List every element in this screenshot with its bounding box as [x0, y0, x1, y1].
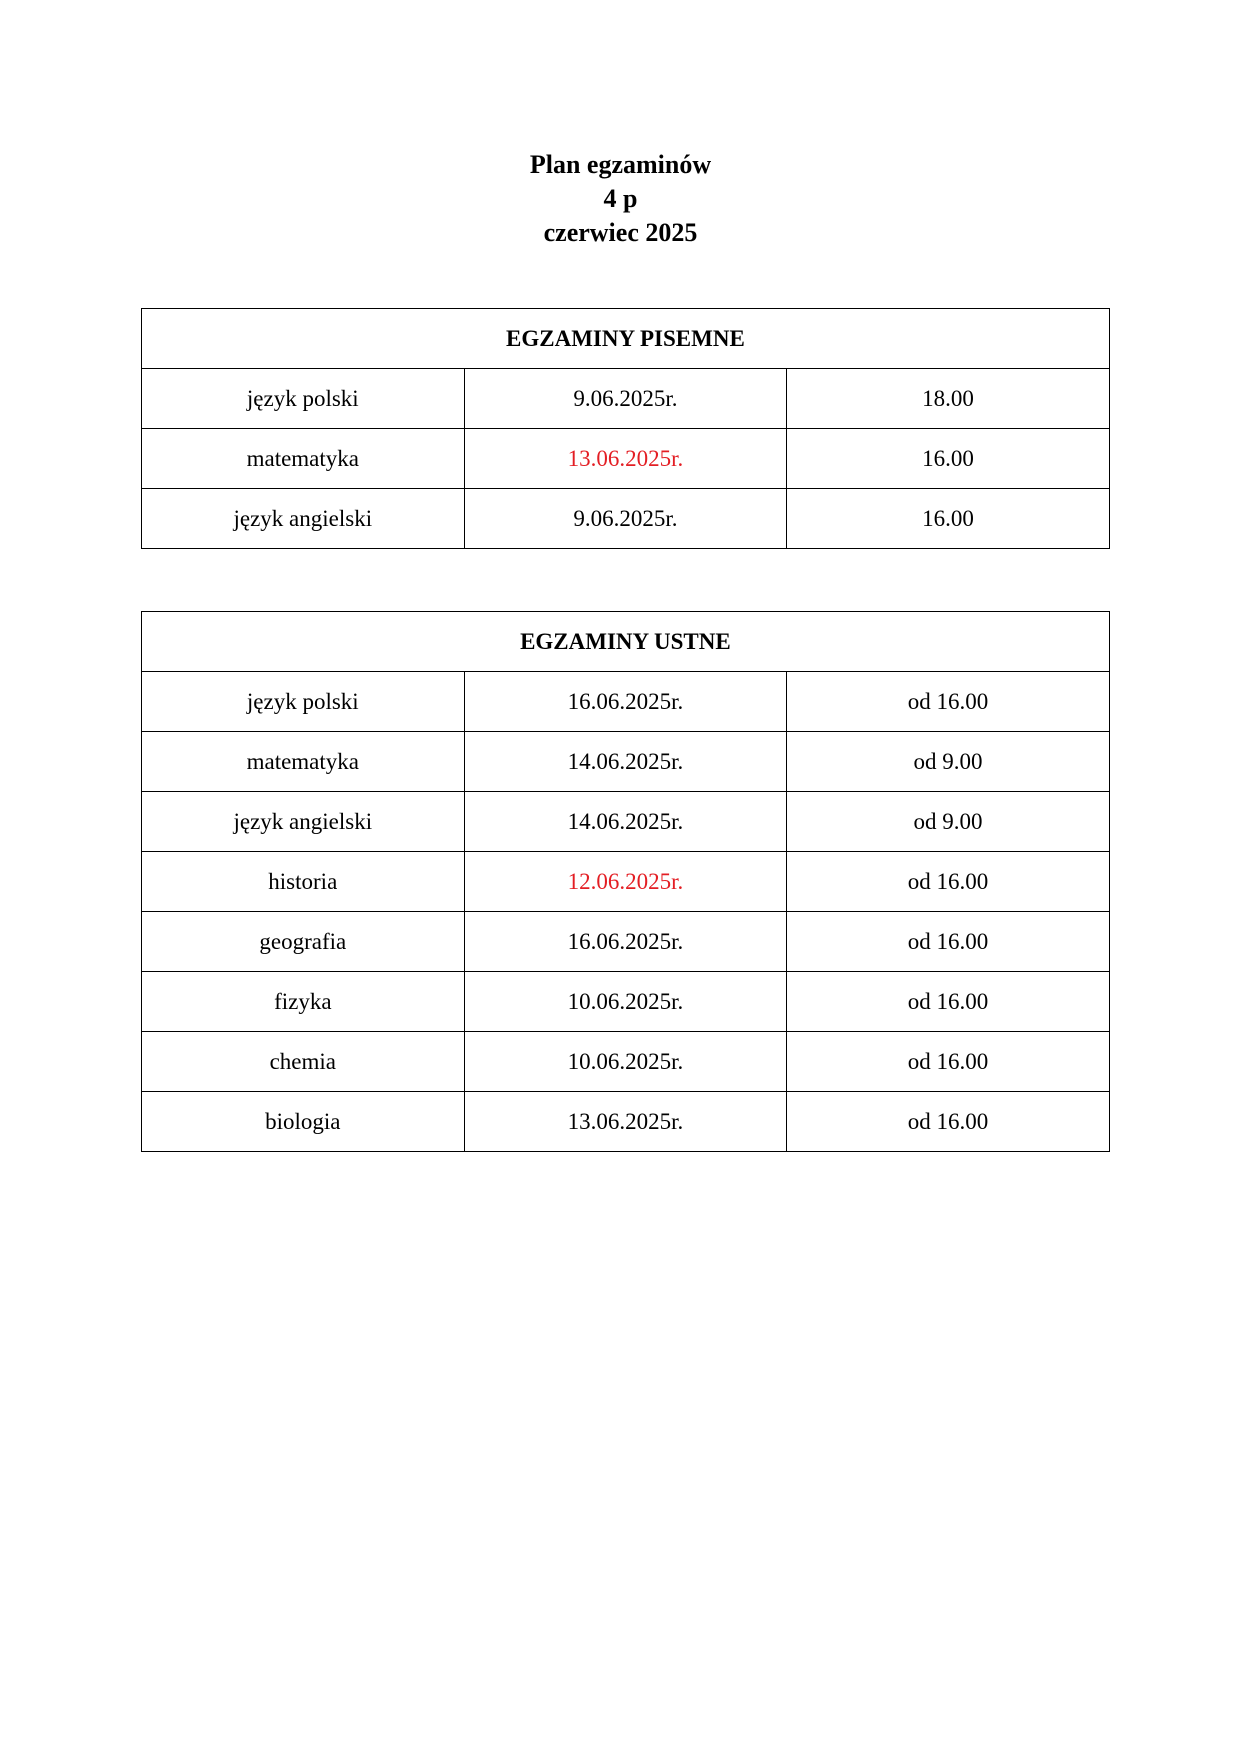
title-line-2: 4 p [603, 184, 638, 213]
subject-cell: język angielski [142, 792, 465, 852]
time-cell: od 16.00 [787, 1092, 1110, 1152]
oral-exams-header: EGZAMINY USTNE [142, 612, 1110, 672]
date-cell: 16.06.2025r. [464, 912, 787, 972]
date-cell: 16.06.2025r. [464, 672, 787, 732]
date-cell: 9.06.2025r. [464, 369, 787, 429]
date-cell: 10.06.2025r. [464, 972, 787, 1032]
time-cell: od 16.00 [787, 1032, 1110, 1092]
title-line-3: czerwiec 2025 [543, 218, 698, 247]
subject-cell: matematyka [142, 732, 465, 792]
date-cell: 10.06.2025r. [464, 1032, 787, 1092]
table-row [142, 852, 1110, 912]
time-cell: od 16.00 [787, 852, 1110, 912]
table-row [142, 489, 1110, 549]
subject-cell: biologia [142, 1092, 465, 1152]
subject-cell: język angielski [142, 489, 465, 549]
time-cell: od 9.00 [787, 792, 1110, 852]
written-exams-table [141, 308, 1110, 549]
written-exams-header: EGZAMINY PISEMNE [142, 309, 1110, 369]
oral-exams-header-row [142, 612, 1110, 672]
table-row [142, 1092, 1110, 1152]
title-line-1: Plan egzaminów [529, 150, 712, 179]
time-cell: od 16.00 [787, 672, 1110, 732]
date-cell: 13.06.2025r. [464, 1092, 787, 1152]
oral-exams-table [141, 611, 1110, 1152]
time-cell: 16.00 [787, 429, 1110, 489]
table-row [142, 792, 1110, 852]
subject-cell: fizyka [142, 972, 465, 1032]
table-row [142, 912, 1110, 972]
subject-cell: matematyka [142, 429, 465, 489]
table-row [142, 1032, 1110, 1092]
table-row [142, 369, 1110, 429]
written-exams-header-row [142, 309, 1110, 369]
time-cell: od 16.00 [787, 912, 1110, 972]
time-cell: 18.00 [787, 369, 1110, 429]
date-cell: 9.06.2025r. [464, 489, 787, 549]
time-cell: od 9.00 [787, 732, 1110, 792]
table-row [142, 672, 1110, 732]
date-cell: 14.06.2025r. [464, 732, 787, 792]
subject-cell: język polski [142, 672, 465, 732]
time-cell: od 16.00 [787, 972, 1110, 1032]
table-row [142, 429, 1110, 489]
time-cell: 16.00 [787, 489, 1110, 549]
subject-cell: geografia [142, 912, 465, 972]
subject-cell: historia [142, 852, 465, 912]
page-title [0, 148, 1241, 250]
table-row [142, 972, 1110, 1032]
date-cell-highlighted: 13.06.2025r. [464, 429, 787, 489]
date-cell: 14.06.2025r. [464, 792, 787, 852]
subject-cell: chemia [142, 1032, 465, 1092]
subject-cell: język polski [142, 369, 465, 429]
date-cell-highlighted: 12.06.2025r. [464, 852, 787, 912]
table-row [142, 732, 1110, 792]
